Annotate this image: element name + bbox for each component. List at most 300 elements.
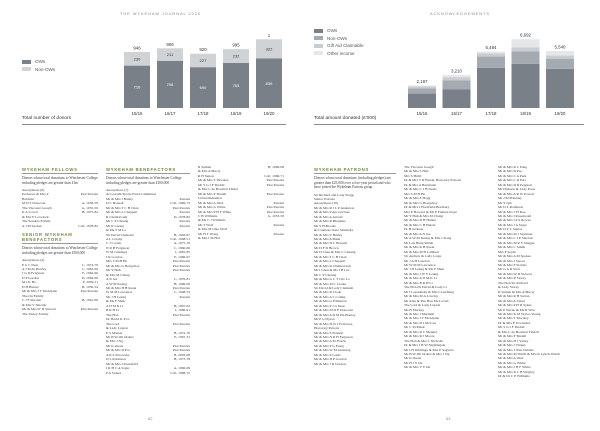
bar-segment	[443, 80, 471, 89]
category-label: 15/16	[416, 111, 428, 116]
legend-label: OWs	[327, 28, 338, 34]
donor-detail: Past Parents	[172, 348, 190, 353]
donor-name: Mr Y Huh	[106, 268, 121, 273]
donor-detail	[394, 201, 396, 205]
list-item: Anonymous (6)	[22, 188, 45, 192]
donor-name: Mr & Mrs T C H Chan	[106, 205, 139, 210]
donor-name: Mr & Mrs S Hall	[404, 169, 429, 174]
data-label: 227	[199, 58, 207, 64]
donor-name: Dr & Mrs J B W Nightingale	[404, 343, 446, 348]
donor-name: P A Stokes	[106, 370, 122, 375]
donor-name: Mr & Mrs D C Bonsall	[314, 241, 348, 246]
donor-name: Mr & Mrs P Tindall	[498, 334, 527, 339]
donor-name: Mr & Mrs A N Jee	[404, 231, 431, 236]
data-label: 798	[166, 81, 174, 87]
donor-detail: C, 1948-53	[174, 290, 190, 295]
donor-name: Mr & Mrs M R S Slugger	[498, 240, 535, 245]
list-item	[404, 365, 492, 369]
donor-detail: E, 1967-72	[174, 334, 190, 339]
donor-name: Mr & Mrs P J G Dear	[314, 303, 345, 308]
section-description: Donors whose total donations to Winchester College including pledges are greater than £1m	[22, 176, 98, 185]
bar-segment	[477, 68, 505, 108]
chart-title: Total number of donors	[22, 116, 72, 121]
bar-segment	[443, 77, 471, 80]
donor-detail: C, 1976-81	[174, 277, 190, 282]
donor-name: Mr H J Y Ou	[404, 360, 423, 365]
donor-detail: Parents	[273, 222, 284, 227]
donations-chart	[404, 26, 584, 118]
donor-name: Mr & Mrs R H Sutton	[498, 294, 530, 299]
list-column-5	[404, 165, 492, 370]
donor-name: Mr & Mrs L Chappell	[314, 259, 346, 264]
donor-name: Mr & Mrs A M Fforde	[314, 339, 347, 344]
donor-name: Mr & Mrs J T McAlpine	[22, 289, 58, 294]
bar-segment	[408, 86, 436, 88]
donor-detail: Past Parents	[266, 182, 284, 187]
bar-segment	[546, 69, 574, 108]
donor-name: Mr & Mrs A Sykes	[498, 298, 525, 303]
donor-name: & Mrs M Chie-Wolf	[198, 227, 228, 232]
bar-segment	[477, 52, 505, 54]
donor-name: Mr & Mrs G C T Cho Lo	[314, 277, 350, 282]
donor-name: M D S Donovan	[22, 201, 46, 206]
donor-detail: B, 1975-82	[82, 210, 98, 215]
donor-name: Mr & Mrs R Storey	[498, 276, 526, 281]
donor-name: Mr J H Leung & Ms F Shek	[404, 267, 444, 272]
bar-segment	[477, 57, 505, 68]
donor-detail: A, 1966-69	[173, 366, 190, 371]
donor-name: Mr & Mrs H H Kuok	[106, 285, 137, 290]
list-item	[198, 236, 284, 240]
donor-name: The Sanders Family	[22, 219, 51, 224]
section-heading: WYKEHAM FELLOWS	[22, 167, 78, 172]
list-column-3	[198, 165, 284, 241]
donor-name: Mr & Mrs A Bunn	[314, 237, 341, 242]
donor-detail: Past Parents	[172, 285, 190, 290]
bar-segment	[512, 64, 540, 108]
donor-name: Mr & Mrs A West	[198, 200, 224, 205]
donor-name: J G D Ferguson	[22, 271, 45, 276]
donor-name: M J K Ho	[22, 280, 37, 285]
donor-name: Mr & Mrs M J Seymour	[498, 231, 533, 236]
donor-name: Mrs P Sophi	[498, 249, 516, 254]
donor-name: Mr & Mrs G White	[198, 205, 226, 210]
bar-segment	[443, 89, 471, 108]
category-label: 16/17	[164, 111, 176, 116]
donor-name: Mr & Mrs R J L P Anderson	[314, 205, 355, 210]
legend-item	[314, 50, 364, 58]
legend-swatch	[22, 67, 31, 71]
donor-name: Mr & Mrs W D Stewart	[498, 271, 532, 276]
donor-name: Mr & Mrs J Ff Roe	[498, 209, 526, 214]
donor-name: & Mrs I M Hui	[198, 236, 220, 241]
donor-detail: Past Parents	[80, 192, 98, 197]
donor-name: Mr & Mrs J Marshall	[404, 311, 435, 316]
donor-detail: A, 1975-79	[173, 241, 190, 246]
donor-name: Mr & Mrs W M Ginsberg	[314, 348, 351, 353]
donor-name: Mr & Mrs A West	[498, 356, 524, 361]
donor-detail: Coll, 1968-72	[170, 370, 190, 375]
donor-name: Mr & Mrs J Vinney	[498, 343, 526, 348]
donor-name: Mr K Ouala	[106, 343, 124, 348]
donor-name: W M Ginsberg	[106, 250, 128, 255]
chart-title: Total amount donated (£'000)	[314, 116, 377, 121]
donor-name: Mr & Mrs D Pao	[498, 169, 523, 174]
donor-name: Mr & Mrs D H Hunter	[404, 218, 437, 223]
donor-name: Mr C P Cheung	[106, 219, 129, 224]
donor-name: Mr I Lopatinsky & Mrs I Landberg	[404, 289, 454, 294]
list-column-2	[106, 165, 190, 375]
donor-name: Mr H T Wong	[198, 231, 218, 236]
donor-name: Mr & Mrs D I McCaw	[404, 320, 437, 325]
donor-name: The Varley Family	[22, 311, 49, 316]
donor-name: D H Hunter	[22, 284, 39, 289]
donor-name: & Mrs M Chung	[106, 272, 130, 277]
donor-name: K A Lovett	[22, 210, 38, 215]
donor-name: Mr & Mrs J Spoon	[498, 258, 525, 263]
bar-segment	[512, 39, 540, 47]
page-number: 63	[446, 416, 451, 421]
data-label: 839	[265, 80, 273, 86]
donor-detail: Parents	[179, 294, 190, 299]
donor-detail	[282, 236, 284, 240]
donor-name: W M M Lawrence	[106, 290, 133, 295]
donor-name: Mr & Mrs D R Peppiatt	[498, 182, 532, 187]
donor-name: The Viscount Gough	[404, 165, 434, 169]
donor-name: Mr & Mrs S Fennell	[314, 330, 343, 335]
donor-detail: D, 1978-82	[173, 214, 190, 219]
donor-detail: Parents	[273, 200, 284, 205]
donor-detail: C, 1974-79	[82, 262, 98, 267]
donor-detail: Past Parents	[172, 312, 190, 317]
donor-name: Mr & Mrs J H F White	[498, 365, 531, 370]
donor-name: Mr & Mrs T Thwaley	[198, 178, 229, 183]
donor-name: Mr & Mrs M C Clarke	[314, 281, 347, 286]
donor-name: Mr & Mrs R Bhoptika	[314, 219, 346, 224]
section-heading: WYKEHAM BENEFACTORS	[106, 167, 177, 172]
donor-detail: I, 1986-91	[175, 308, 190, 313]
donor-name: Mr W M M Lawrence	[404, 262, 436, 267]
donor-name: Mr P G Dyson	[314, 317, 335, 322]
donor-detail: D, 1964-69	[81, 275, 98, 280]
donor-name: Dr H Jackson	[404, 227, 424, 232]
donor-name: Mr K Ouala	[404, 356, 422, 361]
bar-segment	[443, 75, 471, 77]
donor-detail: Past Parents	[80, 289, 98, 294]
donor-name: Mr & Mrs I P S Rowse	[498, 218, 531, 223]
donor-name: Mr B W-Oh Orders & Mrs J Ng	[404, 352, 450, 357]
donor-detail: Past Parents	[172, 263, 190, 268]
donor-name: Mr & Mrs P G Frang	[314, 343, 344, 348]
donor-name: Mrs E Howard & Mr E Fishers-Doye	[404, 209, 457, 214]
donor-name: & Mrs A Mucty	[198, 169, 221, 174]
donor-name: Mr A W-M Kuang & Mrs J Kong	[404, 236, 452, 241]
donor-name: Mr & Mrs M A Lovelay	[404, 294, 439, 299]
donor-name: A N Jee	[106, 277, 118, 282]
data-label: 322	[265, 46, 273, 52]
legend-item	[22, 66, 55, 74]
donor-detail: Coll, 1948-51	[170, 236, 190, 241]
donor-detail: Past Parents	[266, 209, 284, 214]
legend-swatch	[314, 44, 323, 48]
donor-name: Professor & Mrs P	[22, 192, 49, 197]
donor-detail: G, 1953-58	[267, 213, 284, 218]
donor-name: B R H Li	[106, 308, 120, 313]
donor-detail: I, 1981-85	[175, 250, 190, 255]
list-column-4	[314, 165, 396, 366]
donor-detail: B, 1972-76	[174, 330, 190, 335]
donor-name: Sir David Clementi	[106, 232, 134, 237]
data-label: 230	[133, 56, 141, 62]
category-label: 17/18	[485, 111, 497, 116]
donor-detail: Past Parents	[266, 205, 284, 210]
donor-name: Mr Lok Hang Walsh	[404, 240, 434, 245]
total-label: 906	[166, 41, 174, 47]
donor-name: Mr & Mrs P H F White	[198, 209, 232, 214]
donor-detail: Past Parents	[266, 178, 284, 183]
donor-name: Mr J M Priestley	[498, 196, 522, 201]
total-label: 3,210	[451, 68, 462, 74]
donor-name: Mr & Mrs J A Sager	[498, 222, 527, 227]
donor-name: Mr & Mrs C R Parr	[498, 178, 526, 183]
data-label: 690	[199, 85, 207, 91]
donor-detail: B, 1962-67	[174, 232, 190, 237]
donor-name: D C Bonsall	[106, 201, 124, 206]
donor-name: J R Gordon	[106, 254, 123, 259]
donor-detail: B, 1997-02	[174, 303, 190, 308]
data-label: 716	[133, 84, 141, 90]
donor-name: Mr D L Robinson	[498, 205, 524, 210]
donor-detail: B, 2002-08	[174, 352, 190, 357]
total-label: 995	[232, 42, 240, 48]
donor-name: Sir Richard and Lady Stagg,	[314, 192, 355, 197]
donor-detail: C, 1963-66	[82, 266, 98, 271]
total-label: 1	[267, 32, 271, 38]
donor-name: Mr & Mrs M Walsh & Mrs K Lynch-Walsh	[498, 352, 560, 357]
donor-name: Honorary Patrons	[314, 326, 340, 331]
donor-name: The Hon Dr David & Lady Li	[404, 285, 447, 290]
donor-name: Mr & Mrs T C H Chan	[314, 254, 347, 259]
legend-label: Gift Aid Claimable	[327, 43, 364, 49]
chart-rule	[22, 124, 286, 125]
bar-segment	[546, 51, 574, 56]
donor-name: Mr & Mrs C J P Sinclair	[498, 236, 533, 241]
donor-name: Mr & Mrs T Thwaley	[498, 316, 529, 321]
total-label: 920	[199, 47, 207, 53]
donor-name: Mr D F D Brown	[314, 245, 339, 250]
legend-item	[314, 42, 364, 50]
donor-name: Mr & Mrs R Chatikavanij	[314, 263, 351, 268]
donor-detail: Coll, 1966-71	[264, 173, 284, 178]
donor-name: Mr & Mrs R C Pang	[498, 165, 528, 169]
category-label: 16/17	[451, 111, 462, 116]
list-item	[498, 374, 586, 378]
chart-legend	[22, 58, 55, 73]
donor-name: Dr & Mrs P Townsend	[498, 320, 531, 325]
donor-name: Mr P Tarrak & Ms R Wan	[498, 307, 535, 312]
donor-detail: C, 1960-66	[174, 245, 190, 250]
total-label: 5,540	[554, 44, 566, 50]
donor-name: Mr & Mrs M H Lambert	[404, 249, 439, 254]
donor-name: Mr & Mrs M D E Donovan	[314, 308, 354, 313]
donor-name: Mr & Mrs C H Hurrie	[404, 222, 436, 227]
donor-name: Mr & Mrs C A Park	[498, 173, 527, 178]
donor-name: Sir David & Lady Clementi	[314, 286, 354, 291]
donor-name: Mr T Wolf	[198, 222, 214, 227]
running-head: ACKNOWLEDGEMENTS	[430, 11, 490, 16]
donor-detail: A, 1956-59	[81, 201, 98, 206]
chart-legend	[314, 27, 364, 57]
category-label: 18/19	[230, 111, 242, 116]
list-item	[22, 312, 98, 316]
donor-name: C J F Sinclair	[22, 298, 42, 303]
donor-name: Mr Y Qin	[498, 200, 512, 205]
donor-name: Al Gosaibi Sports Fund Committee	[106, 192, 157, 197]
legend-swatch	[314, 36, 323, 40]
donor-name: Mr D Chan & Mrs C Cheung	[314, 250, 356, 255]
donor-detail: Past Parents	[172, 321, 190, 326]
donor-detail: B, 1961-66	[82, 298, 98, 303]
donor-name: Mrs S M H Ho	[404, 191, 426, 196]
legend-item	[314, 27, 364, 35]
bar-segment	[546, 56, 574, 59]
donor-name: The Hon	[106, 312, 119, 317]
donor-name: Mr J A H Lawdon	[404, 258, 430, 263]
donor-detail: H, 1999-08	[267, 165, 284, 169]
donor-name: The Hon & Mrs C Nicholls	[404, 338, 443, 343]
data-label: 232	[232, 53, 240, 59]
donor-name: Mr & Mrs G Hongchoy	[404, 200, 438, 205]
donor-detail: Past Parents	[172, 343, 190, 348]
donor-name: Mr & Mrs R C Mendel	[404, 329, 437, 334]
donor-detail: F, 2009-11	[82, 280, 98, 285]
donor-name: Mr & Mrs D W J Fellowes,	[314, 321, 353, 326]
legend-swatch	[314, 29, 323, 33]
donor-name: Dr & Dr C P Williams	[498, 374, 530, 379]
donor-name: A J M du Boulay	[22, 266, 47, 271]
donor-name: A L Colahy	[106, 236, 123, 241]
donor-name: & Lady Storey	[498, 285, 520, 290]
donor-name: The Ou Family	[22, 293, 44, 298]
donor-name: Mr & Mrs E Hogg	[404, 196, 431, 201]
donor-name: Baldwin	[22, 196, 35, 201]
donor-name: Mr B W-Oh Orders	[106, 334, 134, 339]
donor-name: Mr & Mrs D Poi	[106, 348, 130, 353]
donor-name: Mr & Mrs G White	[498, 360, 526, 365]
donor-name: Mr I Chen & Ms I H Lee	[314, 268, 350, 273]
donor-name: Ms B Mackay	[404, 307, 425, 312]
donor-name: R Sumak & Mrs A Mucty	[498, 289, 535, 294]
data-label: 763	[232, 83, 240, 89]
donor-name: A R Z Potowsky	[106, 352, 130, 357]
category-label: 19/20	[263, 111, 275, 116]
list-item: Anonymous (7)	[106, 188, 129, 192]
donor-detail: Parents	[179, 219, 190, 224]
donor-detail: B, 1996-00	[174, 281, 190, 286]
total-label: 2,197	[416, 78, 428, 84]
donor-name: Mr & Mrs C J H Neale	[404, 187, 437, 192]
donor-name: The Hon Sir Richard	[498, 280, 528, 285]
legend-label: OWs	[35, 59, 46, 65]
donor-name: & Mrs C de Bowmal Tindal	[198, 187, 238, 192]
donor-detail: G, 1955-59	[81, 205, 98, 210]
donor-name: Mr G A R Stott	[498, 267, 520, 272]
running-head: THE WYKEHAM JOURNAL 2020	[120, 11, 202, 16]
legend-item	[314, 35, 364, 43]
bar-segment	[546, 59, 574, 69]
donor-name: Mr I H Odulinga & Mrs E Sagiotto	[404, 347, 454, 352]
donor-name: Mr Y Huh & Mrs M Chung	[404, 213, 444, 218]
legend-swatch	[22, 60, 31, 64]
donor-name: Mr S G I F Tindall	[198, 182, 225, 187]
donor-detail	[96, 312, 98, 316]
donor-name: Mr & Mrs A D M Du Boulay	[314, 312, 356, 317]
chart-rule	[314, 124, 584, 125]
legend-swatch	[314, 51, 323, 55]
donor-name: Mr R Chong	[106, 223, 124, 228]
donor-name: Mr & Mrs N R H Ferguson	[314, 335, 353, 339]
donor-detail: Parents	[179, 223, 190, 228]
category-label: 19/20	[554, 111, 566, 116]
donor-name: Dr & Mrs T R Hands, Honorary Patrons	[404, 178, 462, 183]
donor-name: Mr & Mrs W D Stewart	[22, 307, 56, 312]
donor-name: R H Sutton	[198, 173, 214, 178]
donor-name: Usbweimansthal	[198, 196, 222, 201]
category-label: 15/16	[131, 111, 143, 116]
donor-name: Mr & Mrs K H Kuok	[404, 245, 435, 250]
legend-label: Other income	[327, 50, 355, 56]
donor-name: Mr & Mrs P Tindall	[198, 191, 227, 196]
donor-name: A D M K Li	[106, 303, 124, 308]
donor-name: Mr & Mrs R J Moore	[404, 334, 435, 339]
donor-detail: Past Parents	[266, 191, 284, 196]
donor-name: Senior Patrons	[314, 196, 335, 201]
donor-name: Mr Dickson & Lady Poon	[498, 187, 536, 192]
bar-segment	[408, 94, 436, 108]
donor-detail: Parents	[179, 196, 190, 201]
donor-name: Mr & Mrs A Arnold	[314, 214, 343, 219]
total-label: 946	[133, 45, 141, 51]
section-description: Donors whose total donations to Winchester College including pledges are greater than £100,000	[106, 176, 182, 185]
donor-name: Mr & Mrs A M Spokes	[498, 254, 531, 259]
donor-name: D P Gordon	[22, 275, 40, 280]
list-item	[22, 224, 98, 228]
donor-name: Mr & Mrs J Bailey	[106, 196, 133, 201]
donor-name: Dr & Mrs A Hartmann	[404, 182, 437, 187]
donor-name: Mr & Mrs P Apcovicluas	[314, 210, 350, 215]
donor-detail: Past Parents	[172, 205, 190, 210]
donor-name: Mr & Mrs R C B Wrigley	[498, 369, 535, 374]
donor-name: Mr & Mrs F Stables	[498, 262, 527, 267]
donor-name: Mr & Mrs A R W Powell	[498, 191, 534, 196]
donor-detail: E, 1962-66	[82, 271, 98, 276]
list-column-1	[22, 165, 98, 316]
donor-name: Mr & Mrs C Smith	[498, 245, 526, 250]
bar-segment	[408, 88, 436, 93]
right-page	[300, 0, 600, 431]
donor-name: Mr Alan & The Hon Ms Lovell	[404, 298, 449, 303]
donor-name: Sir Andrew & Lady Large	[404, 254, 442, 259]
donor-detail: E, 1966-67	[174, 254, 190, 259]
donor-detail: Coll, 1978-82	[78, 223, 98, 228]
donor-name: R Chatikavanij	[106, 214, 128, 219]
donor-name: Mr & Mrs P Golds	[314, 352, 341, 357]
donor-name: Mr S G I F Tindall	[498, 325, 525, 330]
donor-name: Mr & Mrs L Chappell	[106, 210, 138, 215]
total-label: 5,484	[485, 45, 497, 51]
section-heading: WYKEHAM PATRONS	[314, 167, 370, 172]
bar-segment	[477, 53, 505, 56]
